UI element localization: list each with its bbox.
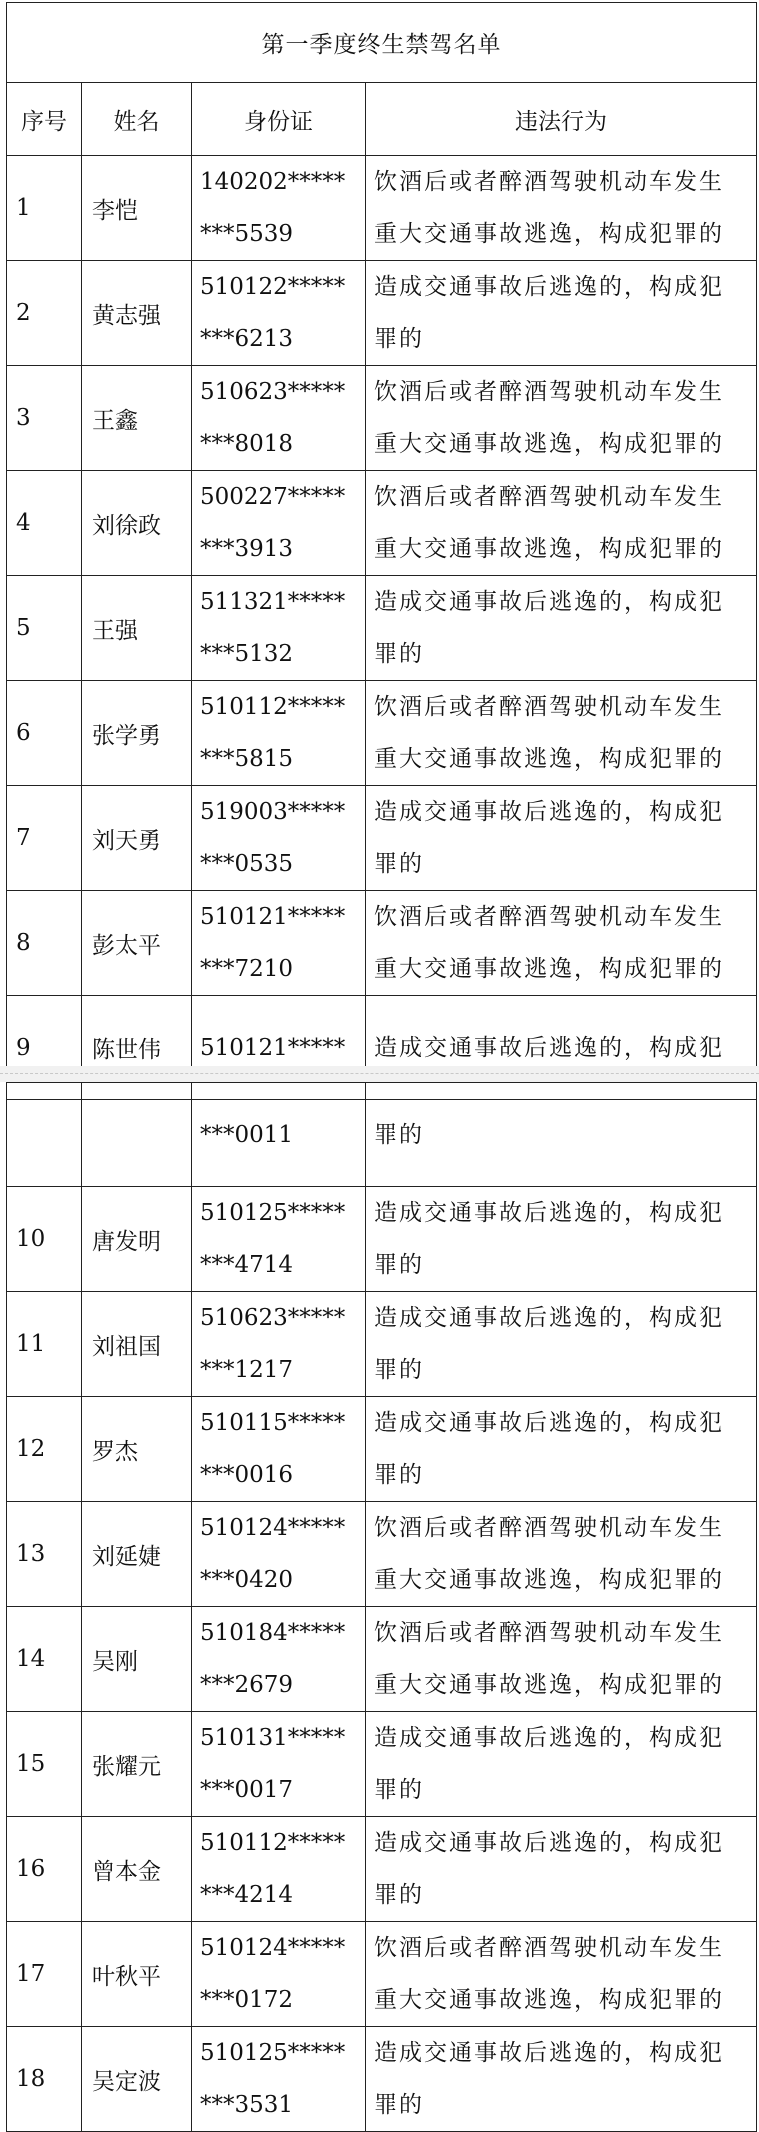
- person-name: 叶秋平: [82, 1922, 192, 2027]
- id-number-line: 510124*****: [200, 1935, 346, 1961]
- id-number-line: ***0017: [200, 1777, 294, 1803]
- id-number-line: ***0420: [200, 1567, 294, 1593]
- person-name: 李恺: [82, 156, 192, 261]
- violation-line: 饮酒后或者醉酒驾驶机动车发生: [374, 1935, 724, 1961]
- violation-line: 重大交通事故逃逸，构成犯罪的: [374, 1987, 724, 2013]
- violation-line: 造成交通事故后逃逸的，构成犯: [374, 1725, 724, 1751]
- table-row: [7, 786, 757, 891]
- id-number-line: ***4714: [200, 1252, 294, 1278]
- continued-name-cell: [82, 1083, 192, 1187]
- violation-cell: [366, 891, 757, 996]
- continued-violation-cell: [366, 1083, 757, 1187]
- id-number-cell: [192, 1607, 366, 1712]
- violation-cell: [366, 2027, 757, 2132]
- violation-line: 造成交通事故后逃逸的，构成犯: [374, 2040, 724, 2066]
- violation-line: 造成交通事故后逃逸的，构成犯: [374, 1410, 724, 1436]
- continued-id-cell: [192, 1083, 366, 1187]
- id-number-cell: [192, 1817, 366, 1922]
- table-row: [7, 891, 757, 996]
- table-row: [7, 366, 757, 471]
- id-number-line: ***2679: [200, 1672, 294, 1698]
- table-row: [7, 576, 757, 681]
- id-number-line: 510184*****: [200, 1620, 346, 1646]
- violation-line: 饮酒后或者醉酒驾驶机动车发生: [374, 694, 724, 720]
- id-number-line: ***7210: [200, 956, 294, 982]
- row-number: 7: [7, 786, 82, 891]
- page-separator: [0, 1066, 759, 1082]
- row-number: 11: [7, 1292, 82, 1397]
- row-number: 2: [7, 261, 82, 366]
- person-name: 唐发明: [82, 1187, 192, 1292]
- row-number: 12: [7, 1397, 82, 1502]
- id-number-line: ***1217: [200, 1357, 294, 1383]
- row-number: 18: [7, 2027, 82, 2132]
- id-number-line: ***8018: [200, 431, 294, 457]
- continued-id-line: ***0011: [200, 1121, 294, 1148]
- violation-cell: [366, 1397, 757, 1502]
- id-number-cell: [192, 156, 366, 261]
- violation-line: 饮酒后或者醉酒驾驶机动车发生: [374, 484, 724, 510]
- violation-line: 重大交通事故逃逸，构成犯罪的: [374, 1567, 724, 1593]
- violation-line: 罪的: [374, 1357, 424, 1383]
- person-name: 罗杰: [82, 1397, 192, 1502]
- violation-line: 重大交通事故逃逸，构成犯罪的: [374, 746, 724, 772]
- id-number-cell: [192, 576, 366, 681]
- violation-line: 造成交通事故后逃逸的，构成犯: [374, 1034, 724, 1061]
- id-number-line: 510125*****: [200, 1200, 346, 1226]
- violation-line: 罪的: [374, 1252, 424, 1278]
- violation-cell: [366, 471, 757, 576]
- person-name: 曾本金: [82, 1817, 192, 1922]
- id-number-line: ***0172: [200, 1987, 294, 2013]
- violation-line: 饮酒后或者醉酒驾驶机动车发生: [374, 169, 724, 195]
- violation-cell: [366, 1502, 757, 1607]
- violation-cell: [366, 576, 757, 681]
- table-row: [7, 1712, 757, 1817]
- violation-line: 造成交通事故后逃逸的，构成犯: [374, 1200, 724, 1226]
- page-1: [6, 2, 757, 1100]
- id-number-line: 510125*****: [200, 2040, 346, 2066]
- header-no: 序号: [7, 83, 82, 156]
- violation-line: 罪的: [374, 1777, 424, 1803]
- person-name: 刘天勇: [82, 786, 192, 891]
- table-title: 第一季度终生禁驾名单: [7, 3, 757, 83]
- id-number-line: ***3531: [200, 2092, 294, 2118]
- person-name: 陈世伟: [82, 996, 192, 1100]
- violation-line: 重大交通事故逃逸，构成犯罪的: [374, 536, 724, 562]
- person-name: 王强: [82, 576, 192, 681]
- id-number-line: 519003*****: [200, 799, 346, 825]
- id-number-line: ***5815: [200, 746, 294, 772]
- id-number-line: 510121*****: [200, 904, 346, 930]
- violation-line: 重大交通事故逃逸，构成犯罪的: [374, 956, 724, 982]
- person-name: 刘徐政: [82, 471, 192, 576]
- id-number-cell: [192, 1502, 366, 1607]
- id-number-cell: [192, 786, 366, 891]
- violation-line: 重大交通事故逃逸，构成犯罪的: [374, 1672, 724, 1698]
- id-number-line: 510122*****: [200, 274, 346, 300]
- violation-line: 罪的: [374, 641, 424, 667]
- id-number-line: 510112*****: [200, 694, 346, 720]
- id-number-line: ***4214: [200, 1882, 294, 1908]
- id-number-line: 510115*****: [200, 1410, 346, 1436]
- violation-line: 饮酒后或者醉酒驾驶机动车发生: [374, 904, 724, 930]
- id-number-cell: [192, 1712, 366, 1817]
- id-number-cell: [192, 2027, 366, 2132]
- table-row: [7, 1187, 757, 1292]
- violation-line: 罪的: [374, 2092, 424, 2118]
- row-number: 14: [7, 1607, 82, 1712]
- violation-line: 罪的: [374, 326, 424, 352]
- violation-cell: [366, 1712, 757, 1817]
- id-number-line: 140202*****: [200, 169, 346, 195]
- id-number-cell: [192, 1187, 366, 1292]
- violation-line: 造成交通事故后逃逸的，构成犯: [374, 274, 724, 300]
- id-number-line: 510112*****: [200, 1830, 346, 1856]
- violation-line: 饮酒后或者醉酒驾驶机动车发生: [374, 379, 724, 405]
- id-number-line: 510623*****: [200, 379, 346, 405]
- table-row: [7, 156, 757, 261]
- violation-line: 重大交通事故逃逸，构成犯罪的: [374, 431, 724, 457]
- id-number-cell: [192, 471, 366, 576]
- person-name: 彭太平: [82, 891, 192, 996]
- row-number: 10: [7, 1187, 82, 1292]
- row-number: 6: [7, 681, 82, 786]
- id-number-cell: [192, 891, 366, 996]
- violation-line: 造成交通事故后逃逸的，构成犯: [374, 1830, 724, 1856]
- violation-cell: [366, 1292, 757, 1397]
- row-number: 5: [7, 576, 82, 681]
- table-row: [7, 471, 757, 576]
- ban-list-table-page-1: [6, 2, 757, 1100]
- person-name: 黄志强: [82, 261, 192, 366]
- violation-line: 罪的: [374, 1882, 424, 1908]
- id-number-line: ***3913: [200, 536, 294, 562]
- row-number: 3: [7, 366, 82, 471]
- id-number-line: 511321*****: [200, 589, 346, 615]
- id-number-cell: [192, 1397, 366, 1502]
- id-number-line: ***5132: [200, 641, 294, 667]
- person-name: 刘祖国: [82, 1292, 192, 1397]
- table-row: [7, 1922, 757, 2027]
- violation-line: 饮酒后或者醉酒驾驶机动车发生: [374, 1515, 724, 1541]
- header-name: 姓名: [82, 83, 192, 156]
- row-number: 1: [7, 156, 82, 261]
- id-number-line: 510124*****: [200, 1515, 346, 1541]
- id-number-line: ***6213: [200, 326, 294, 352]
- id-number-line: ***5539: [200, 221, 294, 247]
- person-name: 张学勇: [82, 681, 192, 786]
- violation-cell: [366, 786, 757, 891]
- table-row: [7, 1607, 757, 1712]
- violation-cell: [366, 156, 757, 261]
- id-number-line: 500227*****: [200, 484, 346, 510]
- violation-cell: [366, 1607, 757, 1712]
- table-row: [7, 681, 757, 786]
- violation-cell: [366, 366, 757, 471]
- violation-line: 造成交通事故后逃逸的，构成犯: [374, 1305, 724, 1331]
- person-name: 吴定波: [82, 2027, 192, 2132]
- id-number-cell: [192, 1292, 366, 1397]
- table-row: [7, 1502, 757, 1607]
- row-number: 13: [7, 1502, 82, 1607]
- violation-line: 造成交通事故后逃逸的，构成犯: [374, 799, 724, 825]
- violation-cell: [366, 1817, 757, 1922]
- row-number: 15: [7, 1712, 82, 1817]
- ban-list-table-page-2: [6, 1082, 757, 2132]
- violation-line: 造成交通事故后逃逸的，构成犯: [374, 589, 724, 615]
- id-number-cell: [192, 681, 366, 786]
- id-number-line: 510623*****: [200, 1305, 346, 1331]
- table-row: [7, 1292, 757, 1397]
- table-row: [7, 2027, 757, 2132]
- table-row: [7, 261, 757, 366]
- table-row: [7, 1397, 757, 1502]
- violation-line: 饮酒后或者醉酒驾驶机动车发生: [374, 1620, 724, 1646]
- violation-cell: [366, 1187, 757, 1292]
- person-name: 刘延婕: [82, 1502, 192, 1607]
- person-name: 张耀元: [82, 1712, 192, 1817]
- id-number-line: ***0535: [200, 851, 294, 877]
- id-number-cell: [192, 366, 366, 471]
- table-row: [7, 1817, 757, 1922]
- page-2: [6, 1082, 757, 2132]
- row-number: 9: [7, 996, 82, 1100]
- violation-line: 罪的: [374, 1462, 424, 1488]
- violation-cell: [366, 681, 757, 786]
- header-violation: 违法行为: [366, 83, 757, 156]
- continued-violation-line: 罪的: [374, 1121, 424, 1148]
- id-number-line: 510121*****: [200, 1034, 346, 1061]
- person-name: 吴刚: [82, 1607, 192, 1712]
- violation-cell: [366, 261, 757, 366]
- row-number: 8: [7, 891, 82, 996]
- id-number-line: ***0016: [200, 1462, 294, 1488]
- row-number: 4: [7, 471, 82, 576]
- id-number-line: 510131*****: [200, 1725, 346, 1751]
- violation-line: 重大交通事故逃逸，构成犯罪的: [374, 221, 724, 247]
- violation-line: 罪的: [374, 851, 424, 877]
- id-number-cell: [192, 1922, 366, 2027]
- id-number-cell: [192, 261, 366, 366]
- violation-cell: [366, 1922, 757, 2027]
- person-name: 王鑫: [82, 366, 192, 471]
- continued-no-cell: [7, 1083, 82, 1187]
- row-number: 16: [7, 1817, 82, 1922]
- header-id: 身份证: [192, 83, 366, 156]
- row-number: 17: [7, 1922, 82, 2027]
